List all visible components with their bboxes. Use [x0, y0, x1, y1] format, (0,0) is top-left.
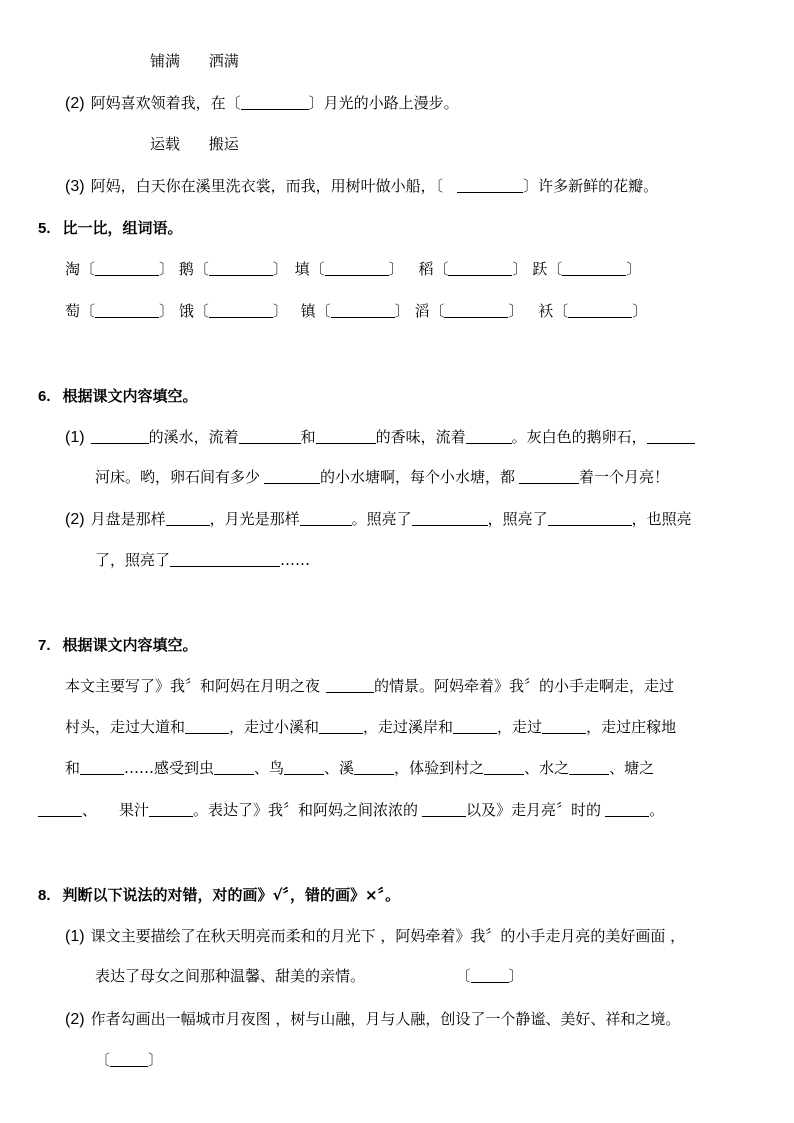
answer-blank[interactable] — [466, 428, 512, 444]
sentence-text: 、鸟 — [254, 759, 285, 777]
answer-blank[interactable] — [300, 510, 352, 526]
sub-number: (2) — [65, 1011, 85, 1028]
question-6-heading — [38, 386, 198, 407]
sentence-text: 表达了母女之间那种温馨、甜美的亲情。 — [95, 967, 366, 985]
sub-number: (2) — [65, 511, 85, 528]
sentence-text: 〕月光的小路上漫步。 — [308, 94, 459, 112]
word-options-row-2 — [150, 134, 239, 154]
question-title: 比一比，组词语。 — [62, 219, 183, 237]
sentence-text: ，月光是那样 — [209, 510, 300, 528]
answer-blank[interactable] — [568, 302, 632, 318]
answer-blank[interactable] — [542, 718, 586, 734]
sentence-text: 。灰白色的鹅卵石， — [511, 428, 647, 446]
sentence-text: 、水之 — [524, 759, 570, 777]
q7-line-1 — [65, 676, 674, 696]
sentence-text: 课文主要描绘了在秋天明亮而柔和的月光下 ，阿妈牵着》我〞的小手走月亮的美好画面 ， — [90, 927, 686, 945]
q6-item-1-line-1 — [65, 427, 695, 448]
question-number: 5. — [38, 220, 51, 237]
char-item: 稻〔 〕 — [418, 260, 528, 278]
sentence-text: 和 — [65, 759, 81, 777]
question-number: 8. — [38, 887, 51, 904]
sentence-text: 阿妈，白天你在溪里洗衣裳，而我，用树叶做小船，〔 — [90, 177, 444, 195]
answer-blank[interactable] — [284, 759, 324, 775]
sentence-text: 的香味，流着 — [375, 428, 466, 446]
sentence-text: ，照亮了 — [487, 510, 548, 528]
sentence-text: 月盘是那样 — [90, 510, 166, 528]
sentence-text: 〕许多新鲜的花瓣。 — [523, 177, 659, 195]
sentence-text: 着一个月亮！ — [579, 468, 670, 486]
answer-blank[interactable] — [80, 759, 124, 775]
sentence-text: 、 — [82, 801, 98, 819]
sentence-text: 的小水塘啊，每个小水塘，都 — [320, 468, 516, 486]
question-5-heading — [38, 218, 183, 239]
q7-line-3 — [65, 758, 654, 778]
char-item: 镇〔 〕 — [300, 302, 410, 320]
answer-blank[interactable] — [457, 177, 523, 193]
answer-blank[interactable] — [548, 510, 632, 526]
q4-sentence-2 — [65, 93, 459, 114]
answer-blank[interactable] — [91, 428, 149, 444]
answer-blank[interactable] — [95, 260, 159, 276]
answer-blank[interactable] — [484, 759, 524, 775]
q8-item-2-line-2 — [95, 1050, 163, 1070]
word-option: 搬运 — [208, 135, 239, 153]
answer-blank[interactable] — [264, 468, 320, 484]
q7-line-2 — [65, 717, 676, 737]
sentence-text: ，也照亮 — [631, 510, 692, 528]
compare-row-2 — [65, 301, 647, 321]
answer-blank[interactable] — [422, 801, 466, 817]
answer-blank[interactable] — [647, 428, 695, 444]
question-title: 根据课文内容填空。 — [62, 387, 198, 405]
answer-blank[interactable] — [562, 260, 626, 276]
q4-sentence-3 — [65, 176, 658, 197]
answer-blank[interactable] — [170, 551, 280, 567]
sub-number: (1) — [65, 928, 85, 945]
answer-blank[interactable] — [316, 428, 376, 444]
sub-number: (2) — [65, 95, 85, 112]
answer-blank[interactable] — [185, 718, 229, 734]
char-item: 饿〔 〕 — [178, 302, 288, 320]
judgement-bracket: 〔 — [463, 967, 471, 985]
judgement-bracket: 〕 — [508, 967, 524, 985]
judgement-bracket: 〔 — [95, 1051, 111, 1069]
answer-blank[interactable] — [326, 677, 374, 693]
sentence-text: 。表达了》我〞和阿妈之间浓浓的 — [193, 801, 419, 819]
answer-blank[interactable] — [166, 510, 210, 526]
sub-number: (3) — [65, 178, 85, 195]
sentence-text: ，走过 — [497, 718, 543, 736]
question-number: 7. — [38, 637, 51, 654]
sentence-text: ，走过庄稼地 — [586, 718, 677, 736]
q8-item-1-line-2 — [95, 966, 524, 986]
sentence-text: ，走过小溪和 — [229, 718, 320, 736]
sentence-text: 果汁 — [119, 801, 150, 819]
sentence-text: 的溪水，流着 — [148, 428, 239, 446]
answer-blank[interactable] — [319, 718, 363, 734]
char-item: 鹅〔 〕 — [178, 260, 288, 278]
word-option: 运载 — [150, 135, 181, 153]
char-item: 萄〔 〕 — [65, 302, 175, 320]
judgement-blank[interactable] — [471, 967, 509, 983]
answer-blank[interactable] — [214, 759, 254, 775]
answer-blank[interactable] — [209, 302, 273, 318]
answer-blank[interactable] — [149, 801, 193, 817]
sentence-text: ，走过溪岸和 — [363, 718, 454, 736]
compare-row-1 — [65, 259, 641, 279]
answer-blank[interactable] — [448, 260, 512, 276]
sentence-text: 阿妈喜欢领着我，在〔 — [90, 94, 241, 112]
q6-item-1-line-2 — [95, 467, 669, 487]
question-7-heading — [38, 635, 198, 656]
q7-line-4 — [38, 800, 664, 820]
answer-blank[interactable] — [569, 759, 609, 775]
answer-blank[interactable] — [325, 260, 389, 276]
sentence-text: 了，照亮了 — [95, 551, 171, 569]
word-option: 洒满 — [208, 52, 239, 70]
sentence-text: 的情景。阿妈牵着》我〞的小手走啊走，走过 — [374, 677, 675, 695]
char-item: 滔〔 〕 — [414, 302, 524, 320]
sentence-text: 河床。哟，卵石间有多少 — [95, 468, 261, 486]
answer-blank[interactable] — [453, 718, 497, 734]
question-8-heading — [38, 885, 400, 906]
char-item: 淘〔 〕 — [65, 260, 175, 278]
q6-item-2-line-1 — [65, 509, 692, 530]
answer-blank[interactable] — [519, 468, 579, 484]
q8-item-2-line-1 — [65, 1009, 680, 1030]
judgement-bracket: 〕 — [148, 1051, 164, 1069]
question-number: 6. — [38, 388, 51, 405]
char-item: 袄〔 〕 — [538, 302, 648, 320]
sentence-text: ，体验到村之 — [394, 759, 485, 777]
answer-blank[interactable] — [412, 510, 488, 526]
sentence-text: 作者勾画出一幅城市月夜图 ，树与山融，月与人融，创设了一个静谧、美好、祥和之境。 — [90, 1010, 681, 1028]
sub-number: (1) — [65, 429, 85, 446]
answer-blank[interactable] — [239, 428, 301, 444]
word-options-row-1 — [150, 51, 239, 71]
sentence-text: 、溪 — [324, 759, 355, 777]
answer-blank[interactable] — [331, 302, 395, 318]
sentence-text: ……感受到虫 — [124, 759, 215, 777]
sentence-text: 、塘之 — [609, 759, 655, 777]
answer-blank[interactable] — [38, 801, 82, 817]
sentence-text: 。 — [649, 801, 665, 819]
sentence-text: 以及》走月亮〞时的 — [466, 801, 602, 819]
answer-blank[interactable] — [605, 801, 649, 817]
q6-item-2-line-2 — [95, 550, 310, 570]
question-title: 根据课文内容填空。 — [62, 636, 198, 654]
answer-blank[interactable] — [209, 260, 273, 276]
answer-blank[interactable] — [354, 759, 394, 775]
sentence-text: …… — [280, 551, 311, 569]
char-item: 跃〔 〕 — [532, 260, 642, 278]
q8-item-1-line-1 — [65, 926, 685, 947]
answer-blank[interactable] — [444, 302, 508, 318]
char-item: 填〔 〕 — [294, 260, 404, 278]
answer-blank[interactable] — [241, 94, 309, 110]
word-option: 铺满 — [150, 52, 181, 70]
sentence-text: 本文主要写了》我〞和阿妈在月明之夜 — [65, 677, 321, 695]
question-title: 判断以下说法的对错，对的画》√〞，错的画》×〞。 — [62, 886, 401, 904]
judgement-blank[interactable] — [110, 1051, 148, 1067]
sentence-text: 村头，走过大道和 — [65, 718, 186, 736]
sentence-text: 和 — [300, 428, 316, 446]
sentence-text: 。照亮了 — [351, 510, 412, 528]
answer-blank[interactable] — [95, 302, 159, 318]
